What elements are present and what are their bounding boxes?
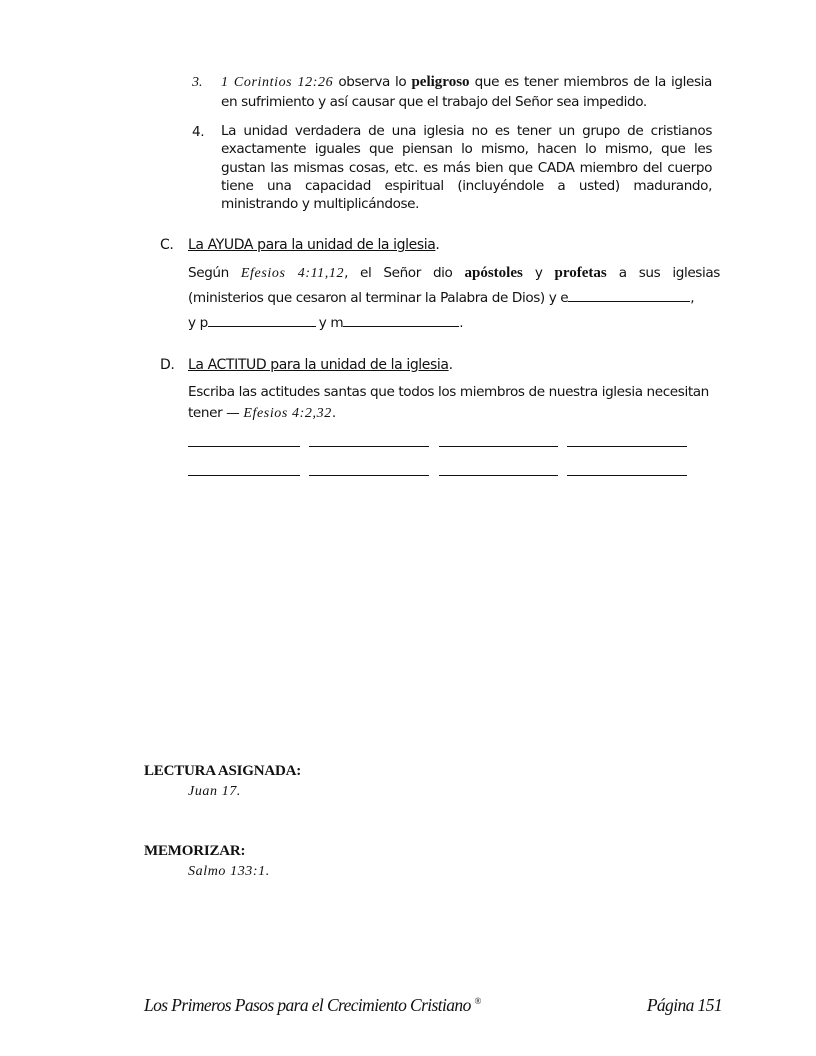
reading-reference: Juan 17. [188,784,242,799]
list-item-4 [192,122,712,213]
answer-line[interactable] [567,446,687,447]
answer-line[interactable] [188,475,300,476]
item-text: observa lo [333,74,412,90]
section-title: La AYUDA para la unidad de la iglesia [188,237,436,253]
text: . [331,405,336,421]
paragraph-line [188,402,336,422]
book-title: Los Primeros Pasos para el Crecimiento Cristiano [144,995,471,1015]
fill-in-blank[interactable] [568,288,690,302]
memorize-label: MEMORIZAR: [144,843,246,859]
scripture-reference: 1 Corintios 12:26 [221,75,334,90]
scripture-reference: Efesios 4:11,12 [240,266,345,281]
item-number: 4. [192,124,205,140]
section-letter: D. [160,357,175,373]
period: . [448,357,453,373]
text: tener — [188,405,244,421]
text: (ministerios que cesaron al terminar la Palabra de Dios) y e [188,290,569,306]
list-item-3 [192,72,712,111]
text: , el Señor dio [344,265,465,281]
text: Según [188,265,241,281]
reading-label: LECTURA ASIGNADA: [144,763,302,779]
period: . [435,237,440,253]
answer-line[interactable] [309,446,429,447]
bold-word: profetas [554,265,607,281]
answer-line[interactable] [439,446,558,447]
paragraph-line: Escriba las actitudes santas que todos los miembros de nuestra iglesia necesitan [188,384,709,400]
text: , [690,290,695,306]
section-title: La ACTITUD para la unidad de la iglesia [188,357,449,373]
answer-line[interactable] [188,446,300,447]
footer-title [144,995,481,1016]
fill-in-blank[interactable] [343,313,459,327]
text: y m [318,315,344,331]
item-text: que es tener miembros de la iglesia en sufrimiento y así causar que el trabajo del Señor sea impedido. [221,74,712,111]
paragraph-line [188,312,463,331]
page-number: Página 151 [646,995,722,1015]
answer-line[interactable] [567,475,687,476]
paragraph-line [188,287,694,306]
memorize-reference: Salmo 133:1. [188,864,270,879]
section-heading [188,357,453,373]
registered-mark: ® [474,996,481,1007]
bold-word: apóstoles [464,265,523,281]
scripture-reference: Efesios 4:2,32 [243,406,332,421]
fill-in-blank[interactable] [208,313,316,327]
answer-line[interactable] [309,475,429,476]
bold-word: peligroso [411,74,470,90]
item-number: 3. [192,75,203,90]
text: a sus iglesias [606,265,720,281]
section-heading [188,237,439,253]
item-text: La unidad verdadera de una iglesia no es tener un grupo de cristianos exactamente iguales que piensan lo mismo, hacen lo mismo, que les gustan las mismas cosas, etc. es más bien que CADA miembro del cuerpo tiene una capacidad espiritual (incluyéndole a usted) madurando, ministrando y multiplicándose. [221,123,712,213]
text: y [522,265,555,281]
section-letter: C. [160,237,174,253]
paragraph-line [188,262,720,282]
answer-line[interactable] [439,475,558,476]
text: . [459,315,464,331]
text: y p [188,315,208,331]
